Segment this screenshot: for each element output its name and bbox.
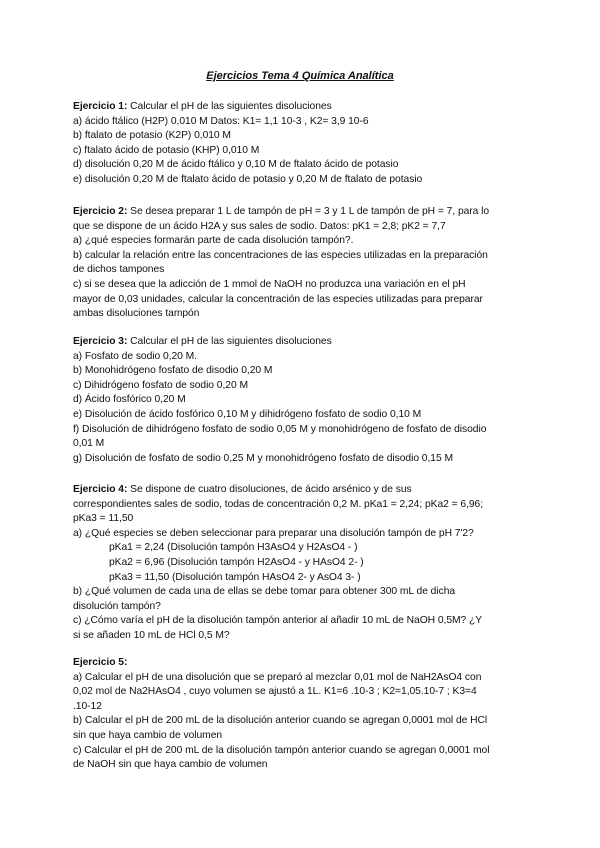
page-title: Ejercicios Tema 4 Química Analítica [206,70,394,82]
exercise-5 [73,656,535,773]
exercise-2 [73,205,535,322]
exercise-line: a) ácido ftálico (H2P) 0,010 M Datos: K1= 1,1 10-3 , K2= 3,9 10-6 [73,115,369,127]
exercise-line: b) Calcular el pH de 200 mL de la disolución anterior cuando se agregan 0,0001 mol de HCl [73,715,488,727]
exercise-line: de dichos tampones [73,264,165,276]
exercise-indented-line: pKa3 = 11,50 (Disolución tampón HAsO4 2- y AsO4 3- ) [109,571,361,583]
exercise-line: b) ¿Qué volumen de cada una de ellas se debe tomar para obtener 300 mL de dicha [73,586,456,598]
exercise-line: que se dispone de un ácido H2A y sus sales de sodio. Datos: pK1 = 2,8; pK2 = 7,7 [73,220,446,232]
exercise-line: c) Dihidrógeno fosfato de sodio 0,20 M [73,379,248,391]
exercise-3-intro [73,335,535,350]
exercise-line: pKa3 = 11,50 [73,513,134,525]
exercise-1-intro-text: Calcular el pH de las siguientes disoluciones [127,101,332,112]
exercise-line: sin que haya cambio de volumen [73,729,223,741]
exercise-line: a) Calcular el pH de una disolución que se preparó al mezclar 0,01 mol de NaH2AsO4 con [73,671,482,683]
exercise-line: c) ¿Cómo varía el pH de la disolución tampón anterior al añadir 10 mL de NaOH 0,5M? ¿Y [73,615,483,627]
exercise-line: a) Fosfato de sodio 0,20 M. [73,350,197,362]
exercise-line: b) calcular la relación entre las concentraciones de las especies utilizadas en la preparación [73,249,488,261]
exercise-line: disolución tampón? [73,600,161,612]
exercise-4-intro-text: Se dispone de cuatro disoluciones, de ácido arsénico y de sus [127,484,412,495]
exercise-4 [73,483,535,644]
exercise-line: g) Disolución de fosfato de sodio 0,25 M y monohidrógeno fosfato de disodio 0,15 M [73,452,453,464]
exercise-line: si se añaden 10 mL de HCl 0,5 M? [73,629,230,641]
exercise-line: mayor de 0,03 unidades, calcular la concentración de las especies utilizadas para preparar [73,293,483,305]
exercise-line: d) disolución 0,20 M de ácido ftálico y 0,10 M de ftalato ácido de potasio [73,159,399,171]
exercise-line: f) Disolución de dihidrógeno fosfato de sodio 0,05 M y monohidrógeno de fosfato de disodio [73,423,487,435]
exercise-2-intro-text: Se desea preparar 1 L de tampón de pH = 3 y 1 L de tampón de pH = 7, para lo [127,206,490,217]
exercise-line: ambas disoluciones tampón [73,308,200,320]
exercise-line: 0,02 mol de Na2HAsO4 , cuyo volumen se ajustó a 1L. K1=6 .10-3 ; K2=1,05.10-7 ; K3=4 [73,686,477,698]
exercise-line: 0,01 M [73,438,105,450]
exercise-line: b) Monohidrógeno fosfato de disodio 0,20 M [73,365,273,377]
exercise-4-heading: Ejercicio 4: [73,484,128,495]
exercise-line: e) Disolución de ácido fosfórico 0,10 M y dihidrógeno fosfato de sodio 0,10 M [73,408,422,420]
exercise-line: e) disolución 0,20 M de ftalato ácido de potasio y 0,20 M de ftalato de potasio [73,173,423,185]
exercise-4-intro [73,483,535,498]
exercise-3 [73,335,535,466]
exercise-3-heading: Ejercicio 3: [73,336,128,347]
exercise-1-heading: Ejercicio 1: [73,101,128,112]
exercise-5-heading: Ejercicio 5: [73,657,128,668]
exercise-1 [73,100,535,188]
exercise-line: c) Calcular el pH de 200 mL de la disolución tampón anterior cuando se agregan 0,0001 mol [73,744,490,756]
exercise-line: correspondientes sales de sodio, todas de concentración 0,2 M. pKa1 = 2,24; pKa2 = 6,96; [73,498,484,510]
exercise-line: c) si se desea que la adicción de 1 mmol de NaOH no produzca una variación en el pH [73,278,466,290]
exercise-line: .10-12 [73,700,102,712]
exercise-1-intro [73,100,535,115]
exercise-line: c) ftalato ácido de potasio (KHP) 0,010 M [73,144,260,156]
exercise-line: b) ftalato de potasio (K2P) 0,010 M [73,130,231,142]
exercise-indented-line: pKa1 = 2,24 (Disolución tampón H3AsO4 y H2AsO4 - ) [109,542,358,554]
exercise-2-heading: Ejercicio 2: [73,206,128,217]
exercise-line: de NaOH sin que haya cambio de volumen [73,759,268,771]
exercise-indented-line: pKa2 = 6,96 (Disolución tampón H2AsO4 - y HAsO4 2- ) [109,556,364,568]
exercise-2-intro [73,205,535,220]
exercise-3-intro-text: Calcular el pH de las siguientes disoluciones [127,336,332,347]
exercise-line: d) Ácido fosfórico 0,20 M [73,394,186,406]
exercise-line: a) ¿Qué especies se deben seleccionar para preparar una disolución tampón de pH 7'2? [73,527,474,539]
exercise-line: a) ¿qué especies formarán parte de cada disolución tampón?. [73,235,354,247]
